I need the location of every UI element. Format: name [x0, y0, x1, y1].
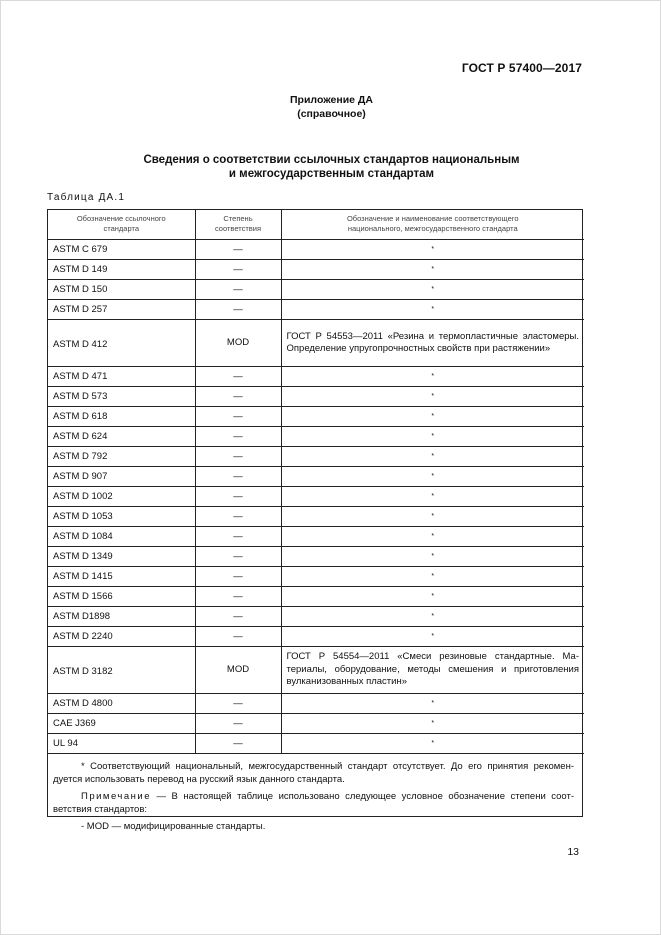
cell-code: ASTM D 1566	[48, 586, 195, 606]
table-row	[48, 733, 584, 753]
note-text: — В настоящей таблице использовано следующее условное обозначение степени соответствия стандартов:	[53, 790, 574, 815]
table-row	[48, 466, 584, 486]
cell-code: ASTM D 1349	[48, 546, 195, 566]
cell-reference: *	[281, 366, 584, 386]
cell-degree: —	[195, 713, 281, 733]
cell-reference: ГОСТ Р 54553—2011 «Резина и термопластичные эластомеры. Определение упругопрочностных свойств при растяжении»	[281, 319, 584, 366]
cell-code: ASTM D 624	[48, 426, 195, 446]
cell-degree: —	[195, 466, 281, 486]
cell-degree: —	[195, 259, 281, 279]
table-row	[48, 506, 584, 526]
cell-reference: *	[281, 279, 584, 299]
header-ref	[281, 210, 584, 239]
table-row	[48, 386, 584, 406]
cell-code: UL 94	[48, 733, 195, 753]
cell-degree: MOD	[195, 319, 281, 366]
cell-degree: —	[195, 406, 281, 426]
cell-degree: —	[195, 239, 281, 259]
section-title-line1: Сведения о соответствии ссылочных стандартов национальным	[143, 154, 520, 166]
cell-reference: *	[281, 566, 584, 586]
cell-reference: *	[281, 713, 584, 733]
cell-code: ASTM D 257	[48, 299, 195, 319]
cell-reference: *	[281, 586, 584, 606]
table-row	[48, 646, 584, 693]
cell-code: ASTM D 1002	[48, 486, 195, 506]
table-row	[48, 319, 584, 366]
cell-degree: —	[195, 626, 281, 646]
cell-code: ASTM D 149	[48, 259, 195, 279]
cell-reference: *	[281, 733, 584, 753]
cell-code: ASTM D 2240	[48, 626, 195, 646]
section-title	[1, 153, 661, 181]
cell-reference: *	[281, 626, 584, 646]
cell-code: ASTM D 412	[48, 319, 195, 366]
header-code-line1: Обозначение ссылочного	[76, 214, 166, 224]
cell-degree: —	[195, 366, 281, 386]
cell-degree: —	[195, 566, 281, 586]
cell-reference: *	[281, 526, 584, 546]
cell-reference: *	[281, 239, 584, 259]
cell-code: ASTM D 150	[48, 279, 195, 299]
table-row	[48, 566, 584, 586]
table-note	[53, 790, 574, 817]
document-number: ГОСТ Р 57400—2017	[461, 61, 582, 75]
header-degree	[195, 210, 281, 239]
cell-code: ASTM D 4800	[48, 693, 195, 713]
table-row	[48, 713, 584, 733]
cell-degree: —	[195, 386, 281, 406]
cell-code: ASTM D 618	[48, 406, 195, 426]
appendix-title: Приложение ДА	[290, 94, 373, 106]
cell-code: ASTM D 3182	[48, 646, 195, 693]
table-body	[48, 239, 584, 753]
note-item: - MOD — модифицированные стандарты.	[81, 820, 266, 832]
table-row	[48, 626, 584, 646]
header-ref-line1: Обозначение и наименование соответствующего	[346, 214, 519, 224]
appendix-heading	[1, 93, 661, 121]
table-row	[48, 446, 584, 466]
table-row	[48, 606, 584, 626]
header-degree-line2: соответствия	[214, 224, 262, 234]
table-caption: Таблица ДА.1	[47, 192, 126, 203]
cell-reference: *	[281, 506, 584, 526]
table-row	[48, 526, 584, 546]
table-row	[48, 586, 584, 606]
table-row	[48, 486, 584, 506]
cell-code: ASTM D1898	[48, 606, 195, 626]
cell-reference: *	[281, 259, 584, 279]
cell-degree: —	[195, 586, 281, 606]
table-row	[48, 259, 584, 279]
cell-reference: *	[281, 606, 584, 626]
cell-reference: *	[281, 693, 584, 713]
table-notes	[48, 754, 582, 834]
cell-reference: ГОСТ Р 54554—2011 «Смеси резиновые стандартные. Материалы, оборудование, методы смешения и приготовления вулканизованных пластин»	[281, 646, 584, 693]
header-code-line2: стандарта	[103, 224, 139, 234]
cell-code: ASTM D 1053	[48, 506, 195, 526]
header-ref-line2: национального, межгосударственного стандарта	[347, 224, 518, 234]
cell-reference: *	[281, 486, 584, 506]
table-row	[48, 239, 584, 259]
cell-degree: —	[195, 526, 281, 546]
cell-degree: —	[195, 279, 281, 299]
standards-table	[48, 210, 584, 754]
cell-degree: —	[195, 299, 281, 319]
cell-code: ASTM D 573	[48, 386, 195, 406]
table-row	[48, 299, 584, 319]
table-row	[48, 693, 584, 713]
header-code	[48, 210, 195, 239]
cell-degree: —	[195, 693, 281, 713]
cell-reference: *	[281, 466, 584, 486]
cell-reference: *	[281, 426, 584, 446]
cell-reference: *	[281, 546, 584, 566]
standards-table-box	[47, 209, 583, 832]
cell-degree: MOD	[195, 646, 281, 693]
cell-degree: —	[195, 546, 281, 566]
cell-reference: *	[281, 406, 584, 426]
cell-code: ASTM D 792	[48, 446, 195, 466]
cell-degree: —	[195, 446, 281, 466]
appendix-subtitle: (справочное)	[297, 108, 366, 120]
cell-code: ASTM D 1084	[48, 526, 195, 546]
cell-code: ASTM D 1415	[48, 566, 195, 586]
cell-code: ASTM D 907	[48, 466, 195, 486]
table-row	[48, 279, 584, 299]
page-number: 13	[567, 846, 579, 858]
table-row	[48, 426, 584, 446]
cell-reference: *	[281, 446, 584, 466]
cell-degree: —	[195, 506, 281, 526]
section-title-line2: и межгосударственным стандартам	[228, 168, 435, 180]
table-row	[48, 546, 584, 566]
cell-code: ASTM C 679	[48, 239, 195, 259]
table-row	[48, 366, 584, 386]
cell-code: ASTM D 471	[48, 366, 195, 386]
cell-code: CAE J369	[48, 713, 195, 733]
table-header-row	[48, 210, 584, 239]
cell-degree: —	[195, 426, 281, 446]
table-row	[48, 406, 584, 426]
note-label: Примечание	[81, 790, 151, 802]
cell-reference: *	[281, 386, 584, 406]
cell-reference: *	[281, 299, 584, 319]
cell-degree: —	[195, 733, 281, 753]
cell-degree: —	[195, 486, 281, 506]
header-degree-line1: Степень	[223, 214, 253, 224]
table-footnote: * Соответствующий национальный, межгосударственный стандарт отсутствует. До его принятия рекомендуется использовать перевод на русский язык данного стандарта.	[53, 760, 574, 785]
cell-degree: —	[195, 606, 281, 626]
